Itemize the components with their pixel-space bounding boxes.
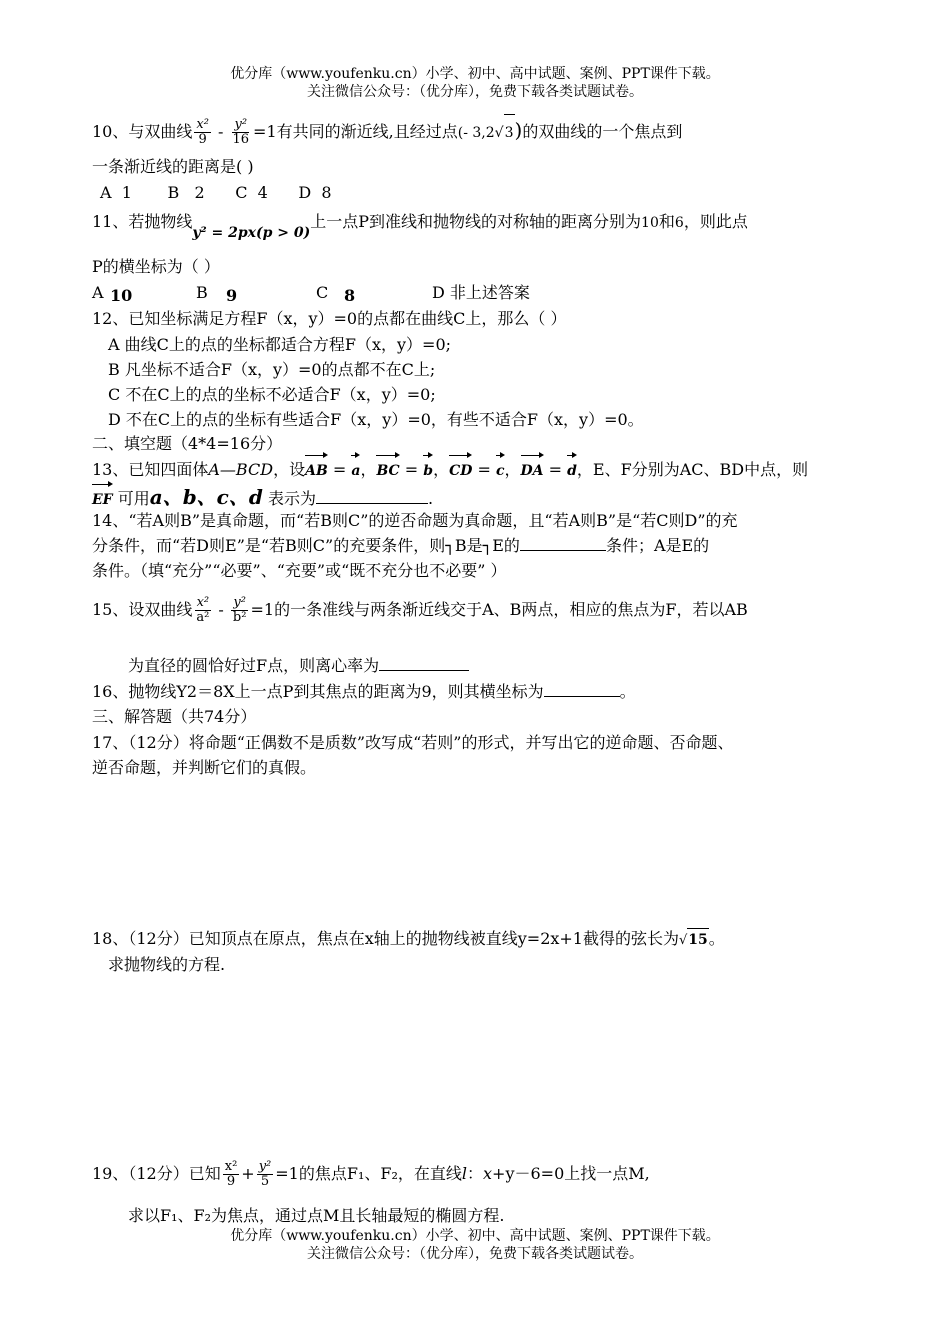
q14-line2: 分条件，而“若D则E”是“若B则C”的充要条件，则┐B是┐E的 条件；A是E的	[92, 536, 710, 555]
q11-stem: 11、若抛物线y² = 2px(p > 0)上一点P到准线和抛物线的对称轴的距离分别为10和6，则此点	[92, 212, 748, 241]
q11-line2: P的横坐标为（ ）	[92, 257, 220, 276]
vector-bc: BC	[376, 458, 399, 484]
q13-stem: 13、已知四面体A—BCD，设AB = a，BC = b，CD = c，DA = d，E、F分别为AC、BD中点，则	[92, 457, 808, 484]
vector-ab: AB	[305, 458, 328, 484]
q12-option-c: C 不在C上的点的坐标不必适合F（x，y）=0;	[108, 385, 436, 404]
q10-line2: 一条渐近线的距离是( )	[92, 157, 254, 176]
q10-fraction-x: $\frac{\text{x²}}{9}$	[196, 117, 209, 147]
q19-fraction-x: $\frac{\text{x²}}{9}$	[224, 1159, 238, 1189]
header-line-1: 优分库（www.youfenku.cn）小学、初中、高中试题、案例、PPT课件下载。	[230, 66, 720, 82]
q19-stem: 19、（12分）已知 $\frac{\text{x²}}{9}$ + $\frac{\text{y²}}{5}$ =1的焦点F₁、F₂，在直线l：x+y－6=0上找一点M,	[92, 1159, 650, 1189]
q19-fraction-y: $\frac{\text{y²}}{5}$	[258, 1159, 272, 1189]
q10-options: A 1 B 2 C 4 D 8	[100, 183, 332, 202]
q15-fraction-y: $\frac{\text{y²}}{\text{b²}}$	[232, 595, 247, 625]
q13-answer-blank[interactable]	[316, 489, 428, 504]
q16-answer-blank[interactable]	[544, 682, 620, 697]
q10-fraction-y: $\frac{\text{y²}}{16}$	[232, 117, 250, 147]
q12-stem: 12、已知坐标满足方程F（x，y）=0的点都在曲线C上，那么（ ）	[92, 309, 567, 328]
q19-line2: 求以F₁、F₂为焦点，通过点M且长轴最短的椭圆方程.	[128, 1206, 505, 1225]
q11-options: A 10 B 9 C 8 D 非上述答案	[92, 283, 530, 305]
q12-option-b: B 凡坐标不适合F（x，y）=0的点都不在C上;	[108, 360, 436, 379]
q17-line2: 逆否命题，并判断它们的真假。	[92, 758, 317, 777]
vector-ef: EF	[92, 487, 113, 513]
q18-line1: 18、（12分）已知顶点在原点，焦点在x轴上的抛物线被直线y=2x+1截得的弦长为√15。	[92, 928, 725, 952]
q10-point: (- 3,2√3)	[458, 125, 523, 141]
vector-cd: CD	[449, 458, 472, 484]
section-3-heading: 三、解答题（共74分）	[92, 707, 257, 726]
q11-formula: y² = 2px(p > 0)	[192, 225, 311, 241]
q15-fraction-x: $\frac{\text{x²}}{\text{a²}}$	[196, 595, 210, 625]
footer-line-2: 关注微信公众号：（优分库），免费下载各类试题试卷。	[307, 1246, 643, 1262]
q14-line1: 14、“若A则B”是真命题，而“若B则C”的逆否命题为真命题，且“若A则B”是“若C则D”的充	[92, 511, 738, 530]
q14-answer-blank[interactable]	[520, 536, 606, 551]
footer-line-1: 优分库（www.youfenku.cn）小学、初中、高中试题、案例、PPT课件下载。	[230, 1228, 720, 1244]
q15-line2: 为直径的圆恰好过F点，则离心率为	[128, 655, 469, 677]
q17-line1: 17、（12分）将命题“正偶数不是质数”改写成“若则”的形式，并写出它的逆命题、否命题、	[92, 733, 734, 752]
q10-stem: 10、与双曲线 $\frac{\text{x²}}{9}$ - $\frac{\text{y²}}{16}$ =1有共同的渐近线,且经过点(- 3,2√3)的双曲线的一个焦点到	[92, 112, 682, 151]
q12-option-d: D 不在C上的点的坐标有些适合F（x，y）=0，有些不适合F（x，y）=0。	[108, 410, 644, 429]
q12-option-a: A 曲线C上的点的坐标都适合方程F（x，y）=0;	[108, 335, 452, 354]
q10-prefix: 10、与双曲线	[92, 122, 193, 141]
q13-line2: EF 可用a、b、c、d 表示为 .	[92, 484, 433, 513]
q18-line2: 求抛物线的方程.	[108, 955, 226, 974]
q15-answer-blank[interactable]	[379, 656, 469, 671]
q15-stem: 15、设双曲线 $\frac{\text{x²}}{\text{a²}}$ - $\frac{\text{y²}}{\text{b²}}$ =1的一条准线与两条渐近线交于A、B两点，相应的焦点为F，若以AB	[92, 595, 748, 625]
header-line-2: 关注微信公众号：（优分库），免费下载各类试题试卷。	[307, 84, 643, 100]
q14-line3: 条件。（填“充分”“必要”、“充要”或“既不充分也不必要” ）	[92, 561, 507, 580]
vector-da: DA	[521, 458, 544, 484]
section-2-heading: 二、填空题（4*4=16分）	[92, 434, 283, 453]
q16-stem: 16、抛物线Y2＝8X上一点P到其焦点的距离为9，则其横坐标为 。	[92, 682, 636, 701]
q13-vectors: a、b、c、d	[149, 485, 263, 509]
